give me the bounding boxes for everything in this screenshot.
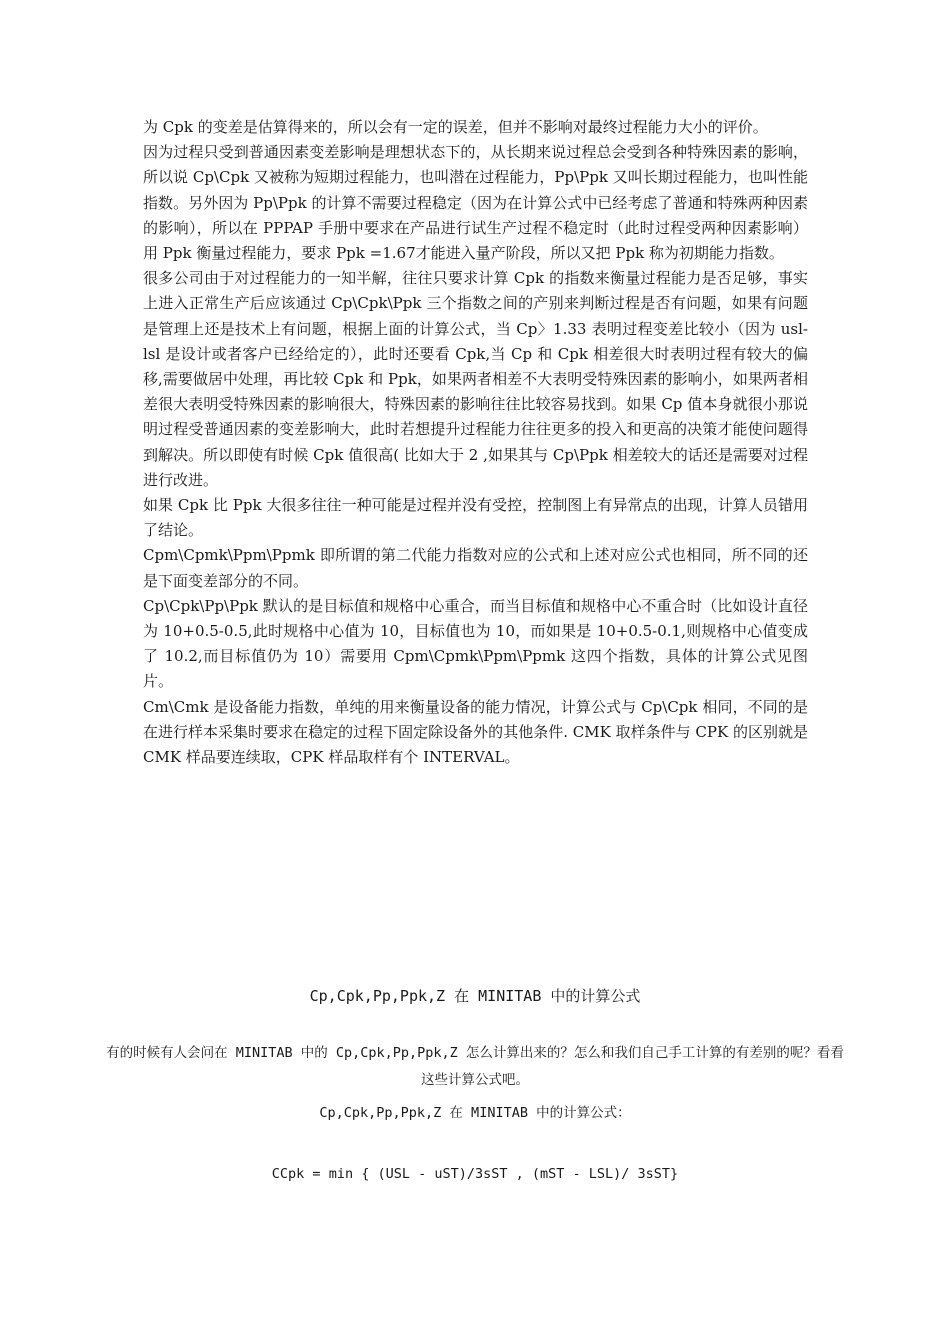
paragraph-cpk-ppk: 如果 Cpk 比 Ppk 大很多往往一种可能是过程并没有受控，控制图上有异常点的出现，计算人员错用了结论。	[143, 496, 808, 540]
paragraph-target-center: Cp\Cpk\Pp\Ppk 默认的是目标值和规格中心重合，而当目标值和规格中心不重合时（比如设计直径为 10+0.5-0.5,此时规格中心值为 10，目标值也为 10，而如果是 10+0.5-0.1,则规格中心值变成了 10.2,而目标值仍为 10）需要用 Cpm\Cpmk\Ppm\Ppmk 这四个指数，具体的计算公式见图片。	[143, 596, 808, 691]
paragraph-index-comparison: 很多公司由于对过程能力的一知半解，往往只要求计算 Cpk 的指数来衡量过程能力是否足够，事实上进入正常生产后应该通过 Cp\Cpk\Ppk 三个指数之间的产别来判断过程是否有问题，如果有问题是管理上还是技术上有问题，根据上面的计算公式，当 Cp〉1.33 表明过程变差比较小（因为 usl-lsl 是设计或者客户已经给定的），此时还要看 Cpk,当 Cp 和 Cpk 相差很大时表明过程有较大的偏移,需要做居中处理，再比较 Cpk 和 Ppk，如果两者相差不大表明受特殊因素的影响小，如果两者相差很大表明受特殊因素的影响很大，特殊因素的影响往往比较容易找到。如果 Cp 值本身就很小那说明过程受普通因素的变差影响大，此时若想提升过程能力往往更多的投入和更高的决策才能使问题得到解决。所以即使有时候 Cpk 值很高( 比如大于 2 ,如果其与 Cp\Ppk 相差较大的话还是需要对过程进行改进。	[143, 269, 808, 489]
formula-heading: Cp,Cpk,Pp,Ppk,Z 在 MINITAB 中的计算公式：	[319, 1105, 631, 1121]
paragraph-cm-cmk: Cm\Cmk 是设备能力指数，单纯的用来衡量设备的能力情况，计算公式与 Cp\Cpk 相同，不同的是在进行样本采集时要求在稳定的过程下固定除设备外的其他条件. CMK 取样条件与 CPK 的区别就是 CMK 样品要连续取，CPK 样品取样有个 INTERVAL。	[143, 697, 808, 767]
paragraph-short-long-term: 因为过程只受到普通因素变差影响是理想状态下的，从长期来说过程总会受到各种特殊因素的影响，所以说 Cp\Cpk 又被称为短期过程能力，也叫潜在过程能力，Pp\Ppk 又叫长期过程能力，也叫性能指数。另外因为 Pp\Ppk 的计算不需要过程稳定（因为在计算公式中已经考虑了普通和特殊两种因素的影响），所以在 PPPAP 手册中要求在产品进行试生产过程不稳定时（此时过程受两种因素影响）用 Ppk 衡量过程能力，要求 Ppk =1.67才能进入量产阶段，所以又把 Ppk 称为初期能力指数。	[143, 143, 808, 263]
section-title: Cp,Cpk,Pp,Ppk,Z 在 MINITAB 中的计算公式	[309, 987, 641, 1005]
paragraph-second-generation: Cpm\Cpmk\Ppm\Ppmk 即所谓的第二代能力指数对应的公式和上述对应公式也相同，所不同的还是下面变差部分的不同。	[143, 546, 808, 590]
body-text	[143, 115, 808, 770]
paragraph-cpk-variance: 为 Cpk 的变差是估算得来的，所以会有一定的误差，但并不影响对最终过程能力大小的评价。	[143, 118, 768, 136]
formula-cpk: CCpk = min { (USL - uST)/3sST , (mST - LSL)/ 3sST}	[271, 1166, 679, 1182]
section-intro: 有的时候有人会问在 MINITAB 中的 Cp,Cpk,Pp,Ppk,Z 怎么计算出来的？怎么和我们自己手工计算的有差别的呢？看看这些计算公式吧。	[106, 1045, 844, 1088]
